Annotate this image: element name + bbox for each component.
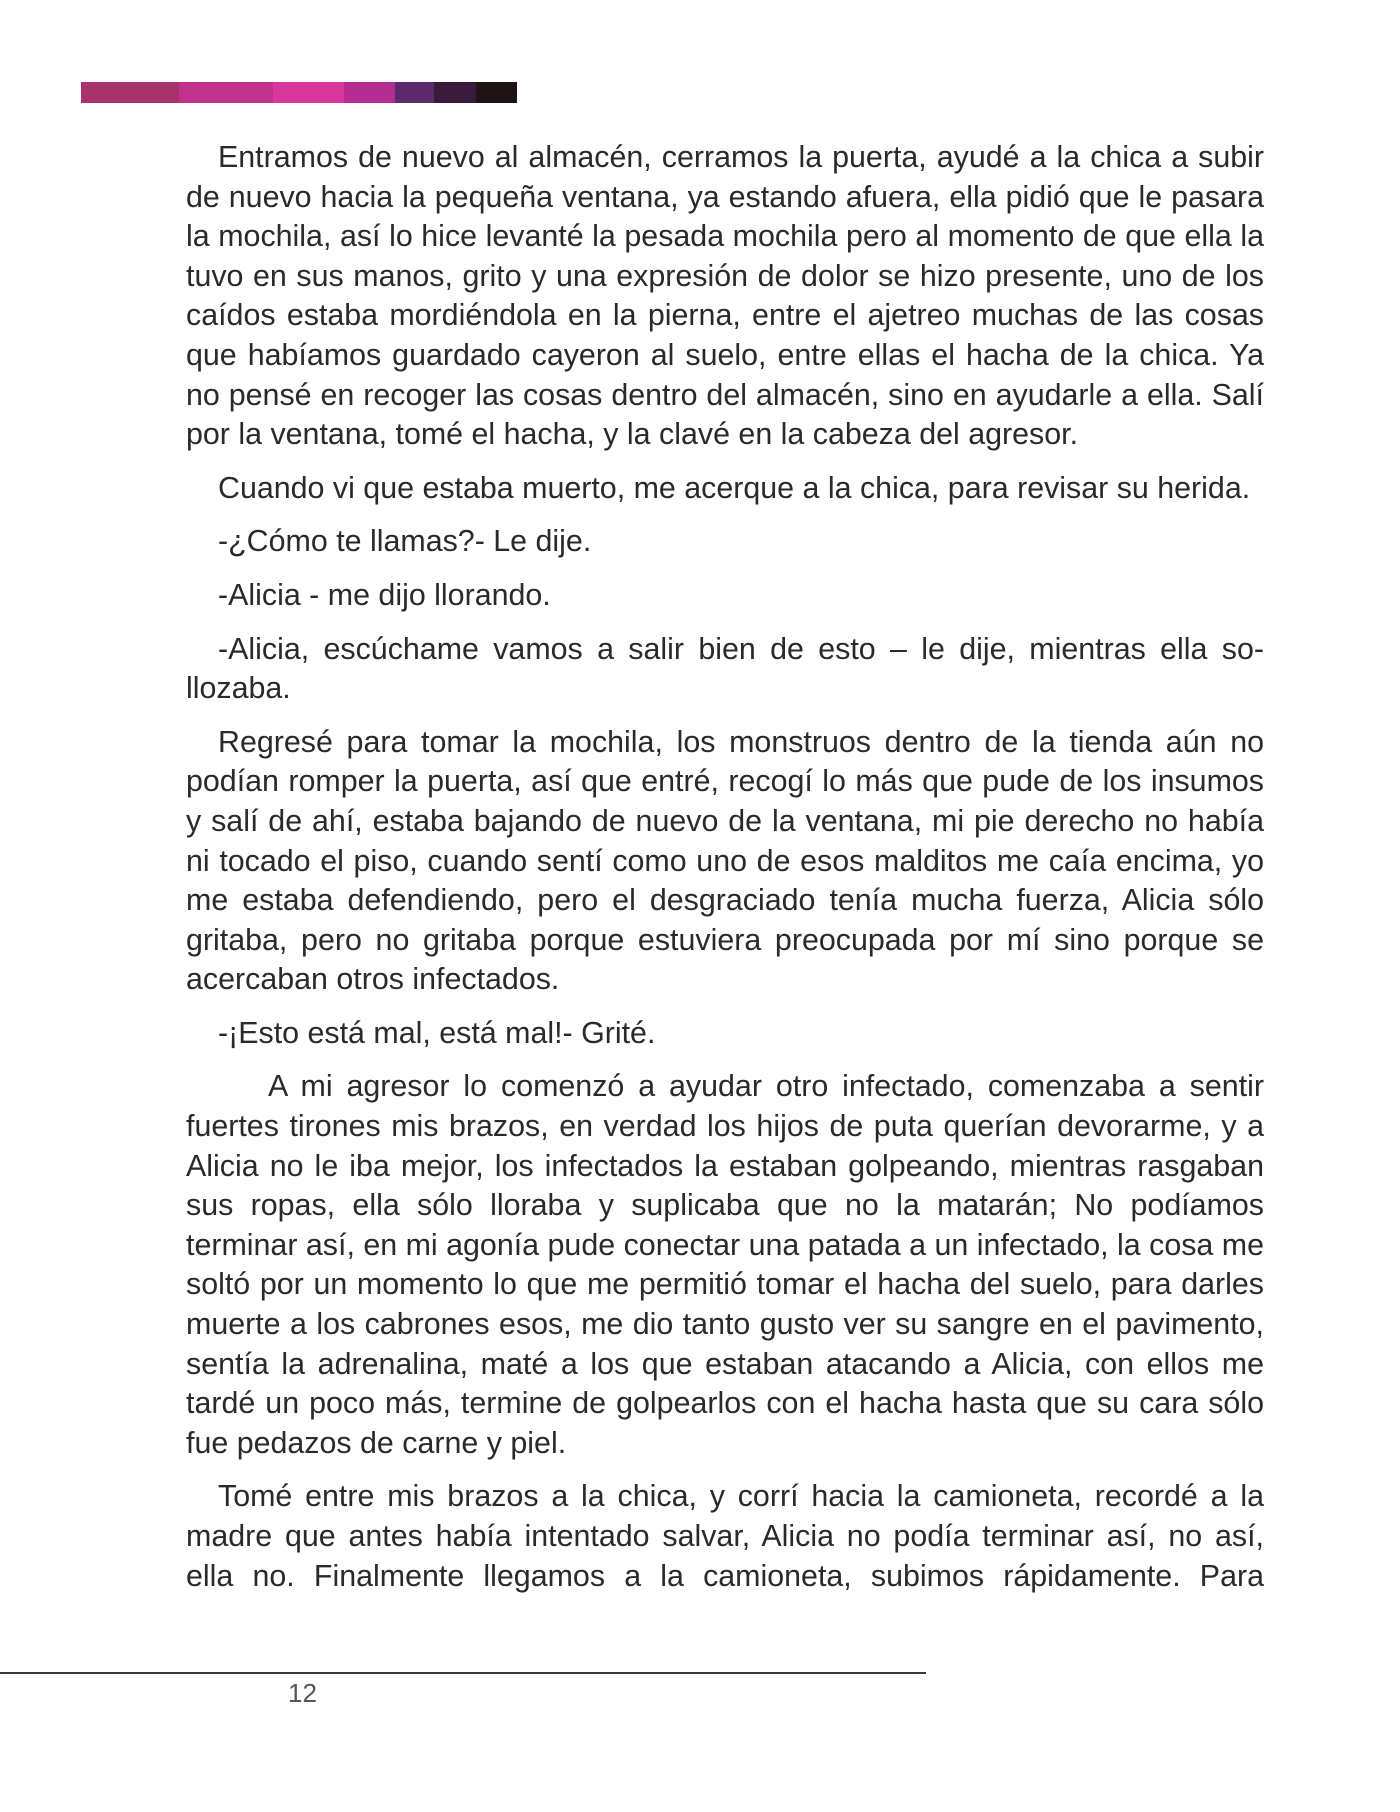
paragraph: -¿Cómo te llamas?- Le dije. xyxy=(218,524,592,559)
paragraph: Tomé entre mis brazos a la chica, y corrí hacia la camioneta, recordé a la madre que antes había intentado salvar, Alicia no podía terminar así, no así, ella no. Finalmente llegamos a la camioneta, subimos rápidamente. Para xyxy=(186,1479,1264,1593)
color-bar-segment xyxy=(273,82,344,103)
paragraph: Cuando vi que estaba muerto, me acerque a la chica, para revisar su herida. xyxy=(218,470,1251,505)
header-color-bar xyxy=(81,82,517,103)
paragraph: Regresé para tomar la mochila, los monstruos dentro de la tienda aún no podían romper la puerta, así que entré, recogí lo más que pude de los insumos y salí de ahí, estaba bajando de nuevo de la ventana, mi pie derecho no había ni tocado el piso, cuando sentí como uno de esos malditos me caía encima, yo me estaba defendiendo, pero el desgraciado tenía mucha fuerza, Alicia sólo gritaba, pero no gritaba porque estuviera preocupada por mí sino porque se acercaban otros infectados. xyxy=(186,724,1264,997)
paragraph: A mi agresor lo comenzó a ayudar otro infectado, comenzaba a sentir fuertes tirones mis brazos, en verdad los hijos de puta querían devorarme, y a Alicia no le iba mejor, los infectados la estaban golpeando, mientras rasgaban sus ropas, ella sólo lloraba y suplicaba que no la matarán; No podíamos terminar así, en mi agonía pude conectar una patada a un infectado, la cosa me soltó por un momento lo que me permitió tomar el hacha del suelo, para darles muerte a los cabrones esos, me dio tanto gusto ver su sangre en el pavimento, sentía la adrenalina, maté a los que estaban atacando a Alicia, con ellos me tardé un poco más, termine de golpearlos con el hacha hasta que su cara sólo fue pedazos de carne y piel. xyxy=(186,1069,1264,1460)
color-bar-segment xyxy=(434,82,475,103)
paragraph: -¡Esto está mal, está mal!- Grité. xyxy=(218,1015,656,1050)
page-number: 12 xyxy=(288,1678,317,1708)
color-bar-segment xyxy=(476,82,517,103)
body-text xyxy=(186,138,1264,1610)
paragraph: -Alicia, escúchame vamos a salir bien de esto – le dije, mientras ella sollozaba. xyxy=(186,631,1264,706)
color-bar-segment xyxy=(344,82,395,103)
paragraph: Entramos de nuevo al almacén, cerramos la puerta, ayudé a la chica a subir de nuevo hacia la pequeña ventana, ya estando afuera, ella pidió que le pasara la mochila, así lo hice levanté la pesada mochila pero al momento de que ella la tuvo en sus manos, grito y una expresión de dolor se hizo presente, uno de los caídos estaba mordiéndola en la pierna, entre el ajetreo muchas de las cosas que habíamos guardado cayeron al suelo, entre ellas el hacha de la chica. Ya no pensé en recoger las cosas dentro del almacén, sino en ayudarle a ella. Salí por la ventana, tomé el hacha, y la clavé en la cabeza del agresor. xyxy=(186,140,1264,452)
paragraph: -Alicia - me dijo llorando. xyxy=(218,577,551,612)
color-bar-segment xyxy=(395,82,434,103)
color-bar-segment xyxy=(179,82,273,103)
footer-rule xyxy=(0,1672,926,1674)
color-bar-segment xyxy=(81,82,179,103)
